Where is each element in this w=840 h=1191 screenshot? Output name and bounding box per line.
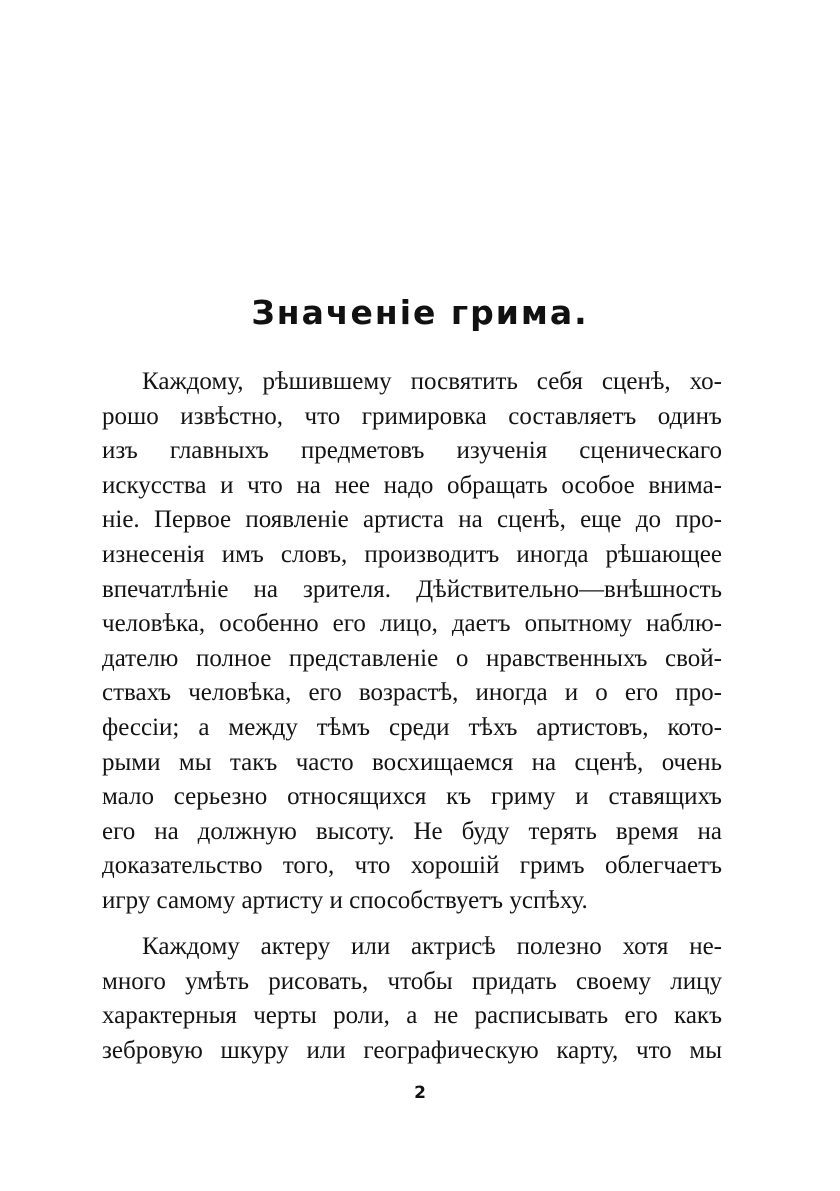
text-line: Каждому актеру или актрисѣ полезно хотя не- [142, 933, 722, 960]
text-line: Каждому, рѣшившему посвятить себя сценѣ, хо- [142, 368, 722, 395]
text-line: игру самому артисту и способствуетъ успѣху. [102, 886, 588, 914]
text-line: зебровую шкуру или географическую карту, что мы [102, 1036, 722, 1064]
text-line: мало серьезно относящихся къ гриму и ставящихъ [102, 783, 722, 811]
page-number: 2 [414, 1083, 426, 1103]
text-line: рыми мы такъ часто восхищаемся на сценѣ, очень [102, 748, 722, 776]
paragraph-1 [102, 365, 722, 919]
text-line: много умѣть рисовать, чтобы придать своему лицу [102, 967, 722, 995]
chapter-title: Значенiе грима. [251, 293, 589, 332]
text-line: дателю полное представленiе о нравственныхъ свой- [102, 644, 722, 672]
text-line: искусства и что на нее надо обращать особое внима- [102, 471, 722, 499]
text-line: изъ главныхъ предметовъ изученiя сценическаго [102, 437, 722, 465]
text-line: ствахъ человѣка, его возрастѣ, иногда и о его про- [102, 679, 722, 707]
text-line: изнесенiя имъ словъ, производитъ иногда рѣшающее [102, 540, 722, 568]
text-line: фессiи; а между тѣмъ среди тѣхъ артистовъ, кото- [102, 713, 722, 741]
text-line: человѣка, особенно его лицо, даетъ опытному наблю- [102, 610, 722, 638]
text-line: рошо извѣстно, что гримировка составляетъ одинъ [102, 402, 722, 430]
text-line: доказательство того, что хорошiй гримъ облегчаетъ [102, 852, 722, 880]
text-line: впечатлѣнiе на зрителя. Дѣйствительно—внѣшность [102, 575, 722, 603]
paragraph-2 [102, 930, 722, 1068]
text-line: характерныя черты роли, а не расписывать его какъ [102, 1002, 722, 1030]
text-line: нiе. Первое появленiе артиста на сценѣ, еще до про- [102, 506, 722, 534]
text-line: его на должную высоту. Не буду терять время на [102, 817, 722, 845]
